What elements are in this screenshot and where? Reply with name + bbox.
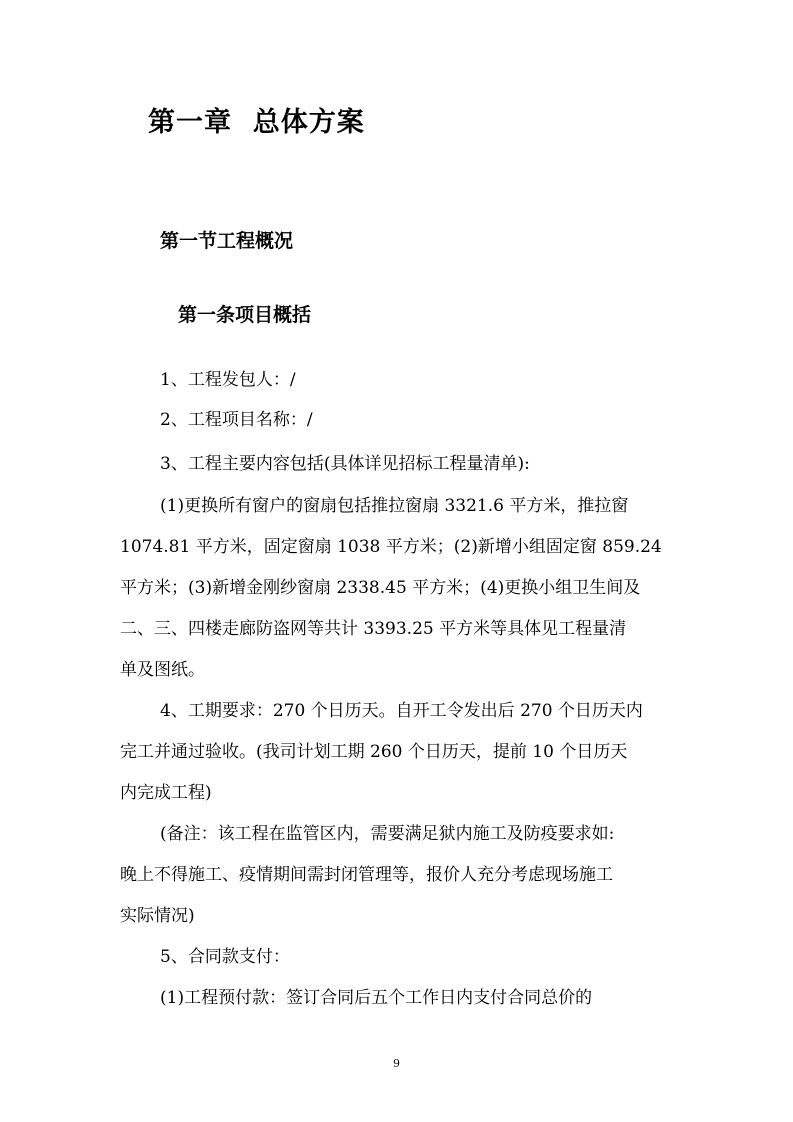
paragraph-line: 1074.81 平方米，固定窗扇 1038 平方米；(2)新增小组固定窗 859.24 (120, 537, 662, 557)
item-2-project-name: 2、工程项目名称：/ (160, 410, 313, 430)
item-3-main-content: 3、工程主要内容包括(具体详见招标工程量清单): (160, 454, 530, 474)
paragraph-line: (1)更换所有窗户的窗扇包括推拉窗扇 3321.6 平方米，推拉窗 (160, 496, 629, 516)
item-5-payment: 5、合同款支付： (160, 947, 290, 967)
section-title: 第一节工程概况 (160, 230, 294, 252)
paragraph-line: 平方米；(3)新增金刚纱窗扇 2338.45 平方米；(4)更换小组卫生间及 (120, 578, 641, 598)
page-number: 9 (393, 1057, 400, 1070)
paragraph-line: 二、三、四楼走廊防盗网等共计 3393.25 平方米等具体见工程量清 (120, 619, 627, 639)
remark-line: (备注：该工程在监管区内，需要满足狱内施工及防疫要求如: (160, 824, 615, 844)
paragraph-line: 完工并通过验收。(我司计划工期 260 个日历天，提前 10 个日历天 (120, 742, 628, 762)
paragraph-line: 晚上不得施工、疫情期间需封闭管理等，报价人充分考虑现场施工 (120, 865, 613, 885)
paragraph-line: 内完成工程) (120, 783, 212, 803)
chapter-title: 第一章 总体方案 (148, 107, 365, 138)
paragraph-line: (1)工程预付款：签订合同后五个工作日内支付合同总价的 (160, 988, 593, 1008)
paragraph-line: 单及图纸。 (120, 660, 205, 680)
paragraph-line: 实际情况) (120, 906, 195, 926)
item-1-contractor: 1、工程发包人：/ (160, 370, 296, 390)
item-4-schedule: 4、工期要求：270 个日历天。自开工令发出后 270 个日历天内 (160, 701, 643, 721)
article-title: 第一条项目概括 (178, 304, 312, 326)
